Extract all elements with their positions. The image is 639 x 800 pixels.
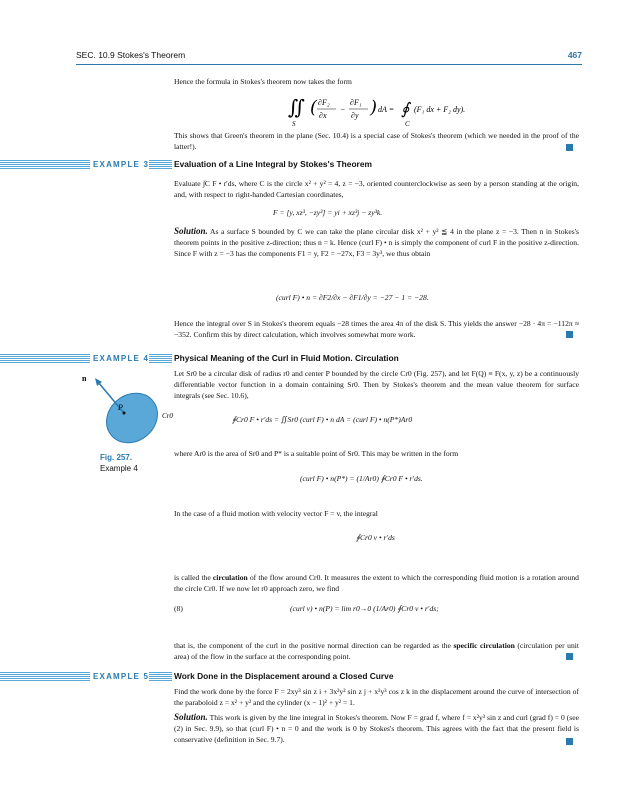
page-number: 467 bbox=[567, 50, 582, 60]
end-of-example-square bbox=[566, 738, 573, 745]
svg-text:∂x: ∂x bbox=[319, 111, 327, 120]
svg-text:S: S bbox=[292, 120, 296, 128]
end-of-example-square bbox=[566, 653, 573, 660]
example-5-statement: Find the work done by the force F = 2xy³ sin z i + 3x²y² sin z j + x²y³ cos z k in the displacement around the curve of intersection of the paraboloid z = x² + y² and the cylinder (x − 1)² + y² = 1. bbox=[174, 687, 579, 708]
specific-circulation-term: specific circulation bbox=[453, 641, 515, 650]
example-3-solution bbox=[174, 226, 579, 260]
solution-text: This work is given by the line integral in Stokes's theorem. Now F = grad f, where f = x²y³ sin z and curl (grad f) = 0 (see (2) in Sec. 9.9), so that (curl F) • n = 0 and the work is 0 by Stokes's theorem. This agrees with the fact that the present field is conservative (definition in Sec. 9.7). bbox=[174, 713, 579, 745]
fig-text: Example 4 bbox=[100, 464, 138, 474]
example-4-specific-circulation bbox=[174, 640, 579, 662]
svg-text:): ) bbox=[370, 97, 378, 118]
example-5-label: EXAMPLE 5 bbox=[90, 671, 149, 682]
svg-text:C: C bbox=[405, 120, 410, 128]
example-3-conclusion: Hence the integral over S in Stokes's theorem equals −28 times the area 4π of the disk S. This yields the answer −28 · 4π = −112π ≈ −352. Confirm this by direct calculation, which involves somewhat more work. bbox=[174, 319, 579, 340]
svg-text:∂F₁: ∂F₁ bbox=[350, 98, 362, 107]
fig-number: Fig. 257. bbox=[100, 453, 133, 462]
example-4-intro: Let Sr0 be a circular disk of radius r0 and center P bounded by the circle Cr0 (Fig. 257), and let F(Q) ≡ F(x, y, z) be a continuously differentiable vector function in a domain containing Sr0. Then by Stokes's theorem and the mean value theorem for surface integrals (see Sec. 10.6), bbox=[174, 369, 579, 401]
svg-text:∮: ∮ bbox=[401, 99, 410, 118]
circulation-term: circulation bbox=[212, 573, 248, 582]
svg-text:dA =: dA = bbox=[378, 105, 395, 114]
running-header bbox=[76, 50, 582, 65]
intro-lead: Hence the formula in Stokes's theorem now takes the form bbox=[174, 77, 352, 86]
solution-label: Solution. bbox=[174, 226, 208, 236]
label-c: Cr0 bbox=[162, 412, 173, 420]
svg-text:−: − bbox=[340, 105, 346, 114]
fig-257-caption bbox=[100, 452, 138, 474]
example-4-title: Physical Meaning of the Curl in Fluid Motion. Circulation bbox=[174, 353, 399, 363]
example-3-curl-equation: (curl F) • n = ∂F2/∂x − ∂F1/∂y = −27 − 1 = −28. bbox=[276, 293, 429, 302]
circulation-text-b: of the flow around Cr0. It measures the extent to which the corresponding fluid motion is a rotation around the circle Cr0. If we now let r0 approach zero, we find bbox=[174, 573, 579, 594]
example-4-stokes-mean-value: ∮Cr0 F • r′ds = ∬Sr0 (curl F) • n dA = (curl F) • n(P*)Ar0 bbox=[232, 415, 413, 424]
green-equation bbox=[288, 94, 508, 132]
example-5-solution bbox=[174, 712, 579, 746]
example-4-fluid-text: In the case of a fluid motion with velocity vector F = v, the integral bbox=[174, 509, 378, 518]
example-5-title: Work Done in the Displacement around a Closed Curve bbox=[174, 671, 394, 681]
example-4-circulation-integral: ∮Cr0 v • r′ds bbox=[356, 533, 395, 542]
equation-8: (curl v) • n(P) = lim r0→0 (1/Ar0) ∮Cr0 v • r′ds; bbox=[290, 604, 439, 613]
intro-after: This shows that Green's theorem in the plane (Sec. 10.4) is a special case of Stokes's theorem (which we needed in the proof of the latter!). bbox=[174, 131, 579, 152]
circulation-text-a: is called the bbox=[174, 573, 213, 582]
end-of-example-square bbox=[566, 331, 573, 338]
specific-text-a: that is, the component of the curl in the positive normal direction can be regarded as the bbox=[174, 641, 454, 650]
equation-number-8: (8) bbox=[174, 604, 183, 613]
example-3-statement: Evaluate ∫C F • r′ds, where C is the circle x² + y² = 4, z = −3, oriented counterclockwise as seen by a person standing at the origin, and, with respect to right-handed Cartesian coordinates, bbox=[174, 179, 579, 200]
solution-text: As a surface S bounded by C we can take the plane circular disk x² + y² ≦ 4 in the plane z = −3. Then n in Stokes's theorem points in the positive z-direction; thus n = k. Hence (curl F) • n is simply the component of curl F in the positive z-direction. Since F with z = −3 has the components F1 = y, F2 = −27x, F3 = 3y³, we thus obtain bbox=[174, 227, 580, 259]
label-n: n bbox=[82, 374, 87, 383]
svg-text:(F₁ dx + F₂ dy).: (F₁ dx + F₂ dy). bbox=[414, 105, 466, 114]
label-p: P bbox=[118, 403, 123, 412]
svg-text:∂F₂: ∂F₂ bbox=[318, 98, 330, 107]
center-point bbox=[123, 412, 126, 415]
example-4-circulation-text bbox=[174, 572, 579, 594]
svg-text:∬: ∬ bbox=[288, 95, 306, 119]
specific-text-b: (circulation per unit area) of the flow in the surface at the corresponding point. bbox=[174, 641, 579, 662]
example-4-label: EXAMPLE 4 bbox=[90, 353, 149, 364]
solution-label: Solution. bbox=[174, 712, 208, 722]
example-3-title: Evaluation of a Line Integral by Stokes's Theorem bbox=[174, 159, 372, 169]
svg-text:∂y: ∂y bbox=[351, 111, 359, 120]
example-4-area-text: where Ar0 is the area of Sr0 and P* is a suitable point of Sr0. This may be written in the form bbox=[174, 449, 459, 458]
svg-text:(: ( bbox=[310, 97, 318, 118]
green-equation-graphic bbox=[288, 94, 508, 128]
example-3-label: EXAMPLE 3 bbox=[90, 159, 149, 170]
fig-257 bbox=[80, 368, 180, 448]
example-3-field: F = [y, xz³, −zy³] = yi + xz³j − zy³k. bbox=[273, 208, 383, 217]
end-of-proof-square bbox=[566, 144, 573, 151]
example-4-curl-form: (curl F) • n(P*) = (1/Ar0) ∮Cr0 F • r′ds. bbox=[300, 474, 423, 483]
section-title: SEC. 10.9 Stokes's Theorem bbox=[76, 50, 186, 60]
